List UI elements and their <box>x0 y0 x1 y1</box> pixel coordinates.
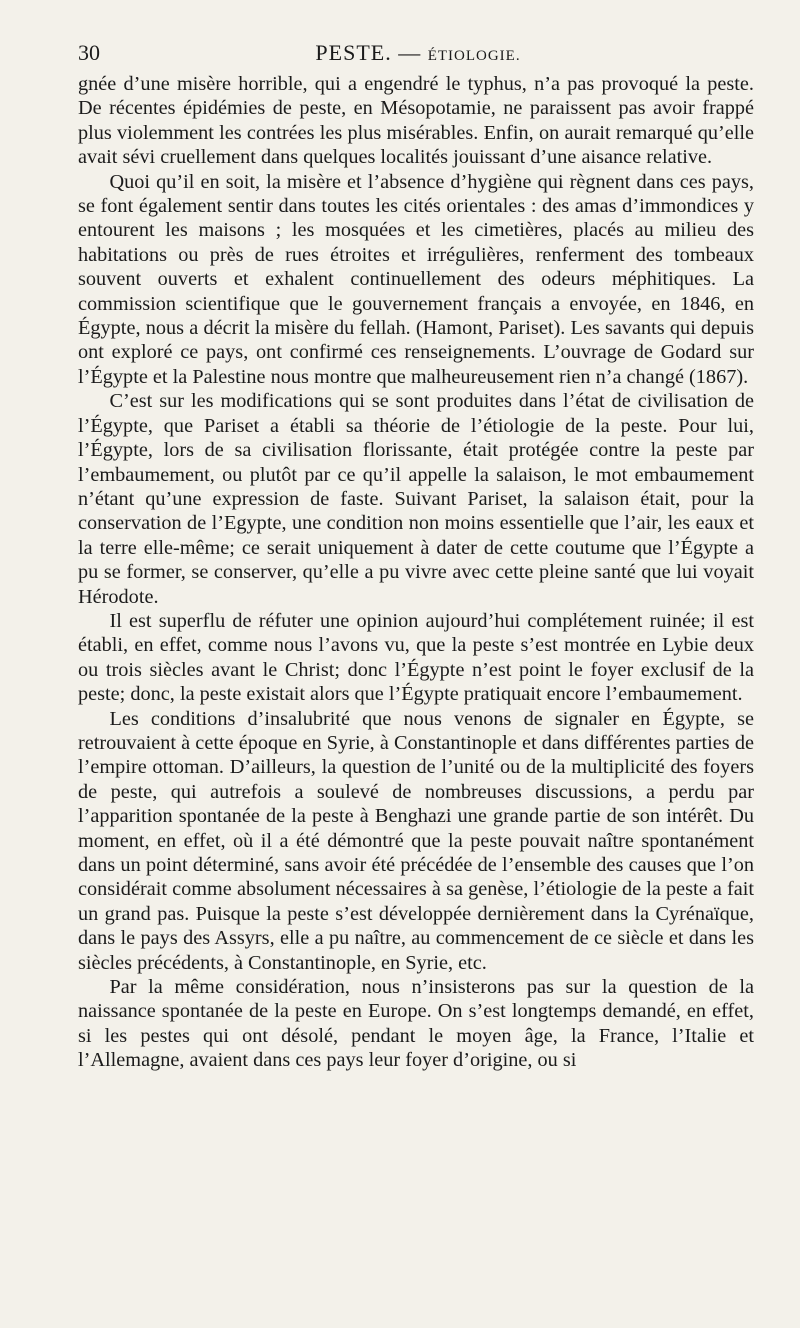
running-title-main: PESTE. — <box>315 40 422 65</box>
page-number: 30 <box>78 40 100 65</box>
paragraph: Par la même considération, nous n’insisterons pas sur la question de la naissance spontanée de la peste en Europe. On s’est longtemps demandé, en effet, si les pestes qui ont désolé, pendant le moyen âge, la France, l’Italie et l’Allemagne, avaient dans ces pays leur foyer d’origine, ou si <box>78 976 754 1072</box>
paragraph: Il est superflu de réfuter une opinion aujourd’hui complétement ruinée; il est établi, en effet, comme nous l’avons vu, que la peste s’est montrée en Lybie deux ou trois siècles avant le Christ; donc l’Égypte n’est point le foyer exclusif de la peste; donc, la peste existait alors que l’Égypte pratiquait encore l’embaumement. <box>78 609 754 706</box>
running-title-section: ÉTIOLOGIE. <box>427 48 521 64</box>
paragraph: gnée d’une misère horrible, qui a engendré le typhus, n’a pas provoqué la peste. De récentes épidémies de peste, en Mésopotamie, ne paraissent pas avoir frappé plus violemment les contrées les plus misérables. Enfin, on aurait remarqué qu’elle avait sévi cruellement dans quelques localités jouissant d’une aisance relative. <box>78 73 754 169</box>
running-header <box>78 40 758 72</box>
running-title <box>78 40 758 66</box>
body-text <box>78 72 754 1073</box>
paragraph: Quoi qu’il en soit, la misère et l’absence d’hygiène qui règnent dans ces pays, se font également sentir dans toutes les cités orientales : des amas d’immondices y entourent les maisons ; les mosquées et les cimetières, placés au milieu des habitations ou près de rues étroites et irrégulières, renferment des tombeaux souvent ouverts et exhalent continuellement des odeurs méphitiques. La commission scientifique que le gouvernement français a envoyée, en 1846, en Égypte, nous a décrit la misère du fellah. (Hamont, Pariset). Les savants qui depuis ont exploré ce pays, ont confirmé ces renseignements. L’ouvrage de Godard sur l’Égypte et la Palestine nous montre que malheureusement rien n’a changé (1867). <box>78 170 754 388</box>
paragraph: C’est sur les modifications qui se sont produites dans l’état de civilisation de l’Égypte, que Pariset a établi sa théorie de l’étiologie de la peste. Pour lui, l’Égypte, lors de sa civilisation florissante, était protégée contre la peste par l’embaumement, ou plutôt par ce qu’il appelle la salaison, le mot embaumement n’étant qu’une expression de faste. Suivant Pariset, la salaison était, pour la conservation de l’Egypte, une condition non moins essentielle que l’air, les eaux et la terre elle-même; ce serait uniquement à dater de cette coutume que l’Égypte a pu se former, se conserver, qu’elle a pu vivre avec cette pleine santé que lui voyait Hérodote. <box>78 390 754 608</box>
paragraph: Les conditions d’insalubrité que nous venons de signaler en Égypte, se retrouvaient à cette époque en Syrie, à Constantinople et dans différentes parties de l’empire ottoman. D’ailleurs, la question de l’unité ou de la multiplicité des foyers de peste, qui autrefois a soulevé de nombreuses discussions, a perdu par l’apparition spontanée de la peste à Benghazi une grande partie de son intérêt. Du moment, en effet, où il a été démontré que la peste pouvait naître spontanément dans un point déterminé, sans avoir été précédée de l’ensemble des causes que l’on considérait comme absolument nécessaires à sa genèse, l’étiologie de la peste a fait un grand pas. Puisque la peste s’est développée dernièrement dans la Cyrénaïque, dans le pays des Assyrs, elle a pu naître, au commencement de ce siècle et dans les siècles précédents, à Constantinople, en Syrie, etc. <box>78 707 754 974</box>
